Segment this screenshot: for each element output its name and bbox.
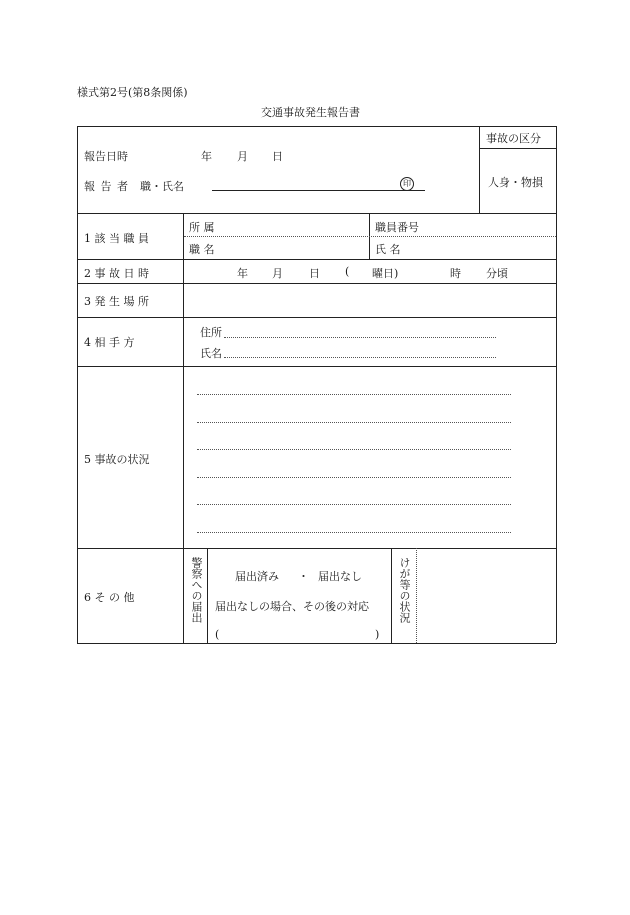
accident-weekday: 曜日) — [372, 267, 399, 280]
border-right — [556, 126, 557, 643]
staff-dotted-line — [184, 236, 556, 237]
row4-label: 4 相 手 方 — [84, 336, 135, 349]
report-day: 日 — [272, 150, 283, 163]
seal-mark: 印 — [400, 177, 414, 191]
job-title-label: 職 名 — [189, 243, 215, 256]
row-line-4 — [77, 317, 556, 318]
row2-label: 2 事 故 日 時 — [84, 267, 149, 280]
accident-hour: 時 — [450, 267, 461, 280]
situation-line-4[interactable] — [197, 477, 511, 478]
accident-minute: 分頃 — [486, 267, 508, 280]
staff-name-label: 氏 名 — [375, 243, 401, 256]
followup-paren-open: ( — [215, 628, 220, 641]
row6-label: 6 そ の 他 — [84, 591, 135, 604]
weekday-open: ( — [345, 265, 350, 278]
situation-line-5[interactable] — [197, 504, 511, 505]
category-header-line — [479, 148, 556, 149]
counterparty-address-label: 住所 — [200, 326, 222, 339]
label-column-divider — [183, 213, 184, 643]
police-report-vertical: 警察への届出 — [190, 557, 203, 623]
border-top — [77, 126, 556, 127]
counterparty-address-line[interactable] — [224, 337, 496, 338]
report-month: 月 — [237, 150, 248, 163]
row-line-5 — [77, 366, 556, 367]
injury-status-vertical: けが等の状況 — [398, 557, 411, 623]
signature-line[interactable] — [212, 190, 425, 191]
situation-line-6[interactable] — [197, 532, 511, 533]
report-year: 年 — [201, 150, 212, 163]
staff-number-label: 職員番号 — [375, 221, 419, 234]
category-value[interactable]: 人身・物損 — [488, 176, 543, 189]
situation-line-3[interactable] — [197, 449, 511, 450]
option-separator: ・ — [298, 570, 309, 583]
document-title: 交通事故発生報告書 — [261, 106, 360, 119]
row3-label: 3 発 生 場 所 — [84, 295, 149, 308]
not-reported-option[interactable]: 届出なし — [318, 570, 362, 583]
row5-label: 5 事故の状況 — [84, 453, 150, 466]
row-line-2 — [77, 259, 556, 260]
accident-day: 日 — [309, 267, 320, 280]
police-col-right — [391, 548, 392, 643]
row-line-3 — [77, 283, 556, 284]
row-line-1 — [77, 213, 556, 214]
followup-paren-close: ) — [375, 628, 380, 641]
position-name-label: 職・氏名 — [140, 180, 184, 193]
row1-label: 1 該 当 職 員 — [84, 232, 149, 245]
category-divider — [479, 126, 480, 213]
followup-label: 届出なしの場合、その後の対応 — [215, 600, 369, 613]
situation-line-1[interactable] — [197, 394, 511, 395]
situation-line-2[interactable] — [197, 422, 511, 423]
category-header: 事故の区分 — [486, 132, 541, 145]
reported-option[interactable]: 届出済み — [235, 570, 279, 583]
form-number: 様式第2号(第8条関係) — [77, 86, 188, 99]
counterparty-name-label: 氏名 — [200, 347, 222, 360]
report-date-label: 報告日時 — [84, 150, 128, 163]
border-bottom — [77, 643, 556, 644]
accident-month: 月 — [272, 267, 283, 280]
injury-col-right — [416, 548, 417, 643]
row-line-6 — [77, 548, 556, 549]
police-col-left — [207, 548, 208, 643]
affiliation-label: 所 属 — [189, 221, 215, 234]
reporter-label: 報 告 者 — [84, 180, 129, 193]
border-left — [77, 126, 78, 643]
counterparty-name-line[interactable] — [224, 357, 496, 358]
accident-year: 年 — [237, 267, 248, 280]
